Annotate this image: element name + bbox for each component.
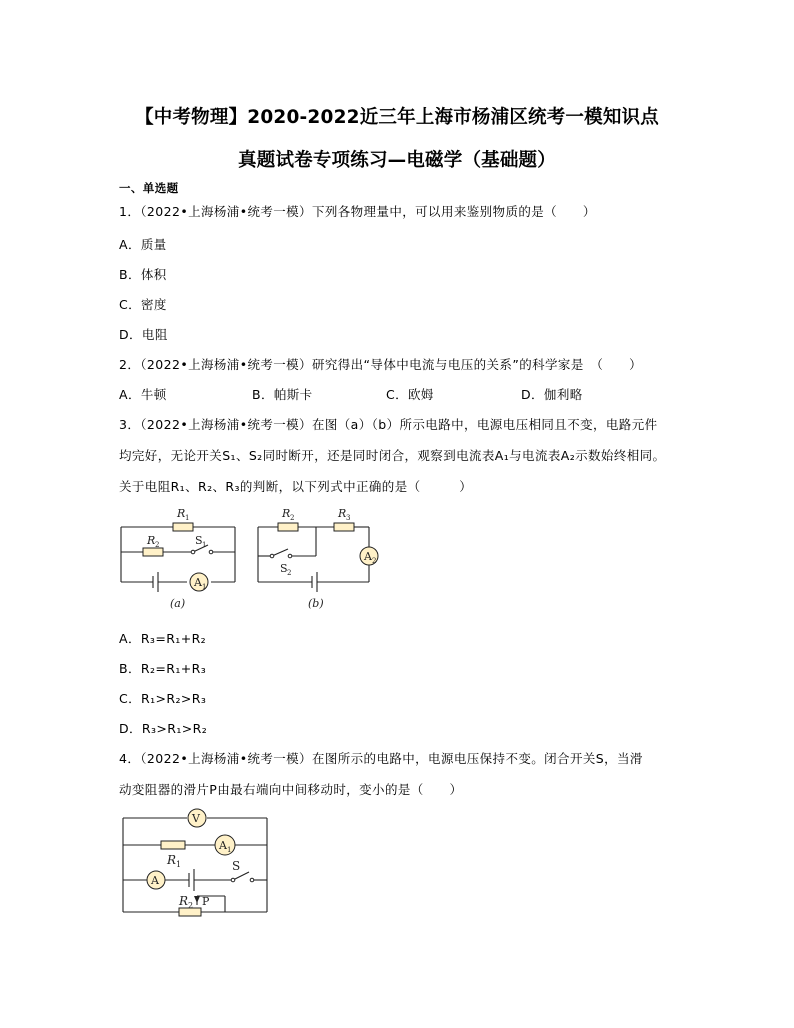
svg-text:2: 2 — [372, 557, 377, 565]
q3-stem-line2: 均完好，无论开关S₁、S₂同时断开，还是同时闭合，观察到电流表A₁与电流表A₂示数始终相同。 — [119, 448, 666, 463]
label-s: S — [232, 859, 241, 873]
q1-option-c: C．密度 — [119, 297, 167, 312]
doc-title-line2: 真题试卷专项练习—电磁学（基础题） — [238, 150, 556, 171]
q1-option-a: A．质量 — [119, 237, 167, 252]
q3-stem-line3: 关于电阻R₁、R₂、R₃的判断，以下列式中正确的是（ ） — [119, 479, 473, 494]
q4-stem-line1: 4．（2022•上海杨浦•统考一模）在图所示的电路中，电源电压保持不变。闭合开关S，当滑 — [119, 751, 643, 766]
label-r2: R — [282, 507, 291, 520]
label-a: A — [151, 874, 159, 887]
label-r2: R — [147, 534, 156, 547]
label-r1: R — [167, 853, 177, 867]
svg-text:1: 1 — [185, 514, 190, 522]
resistor-r1 — [173, 523, 193, 531]
q2-stem: 2．（2022•上海杨浦•统考一模）研究得出“导体中电流与电压的关系”的科学家是 （ ） — [119, 357, 642, 372]
circuit-diagram-a — [115, 500, 245, 615]
label-a2: A — [364, 550, 372, 563]
doc-title-line1: 【中考物理】2020-2022近三年上海市杨浦区统考一模知识点 — [135, 107, 659, 128]
q2-option-a: A．牛顿 — [119, 387, 167, 402]
q4-stem-line2: 动变阻器的滑片P由最右端向中间移动时，变小的是（ ） — [119, 782, 463, 797]
svg-text:2: 2 — [188, 901, 194, 910]
resistor-r3 — [334, 523, 354, 531]
svg-text:2: 2 — [290, 514, 295, 522]
label-a1: A — [194, 576, 202, 589]
label-v: V — [192, 812, 200, 825]
label-r1: R — [177, 507, 186, 520]
q3-option-a: A．R₃=R₁+R₂ — [119, 631, 207, 646]
svg-text:1: 1 — [202, 583, 207, 591]
circuit-diagram-q4 — [115, 808, 275, 923]
svg-text:1: 1 — [227, 846, 232, 854]
svg-text:2: 2 — [155, 541, 160, 549]
label-s2: S — [280, 562, 288, 575]
resistor-r2 — [143, 548, 163, 556]
q3-option-b: B．R₂=R₁+R₃ — [119, 661, 207, 676]
label-r3: R — [338, 507, 347, 520]
label-s1: S — [195, 534, 203, 547]
caption-b: (b) — [308, 597, 324, 610]
caption-a: (a) — [170, 597, 186, 610]
svg-text:2: 2 — [287, 569, 292, 577]
q1-option-b: B．体积 — [119, 267, 167, 282]
resistor-r1 — [161, 841, 185, 849]
q3-option-d: D．R₃>R₁>R₂ — [119, 721, 208, 736]
q2-option-c: C．欧姆 — [386, 387, 434, 402]
section-heading: 一、单选题 — [119, 181, 179, 195]
circuit-diagram-b — [252, 500, 382, 615]
q2-option-d: D．伽利略 — [521, 387, 583, 402]
svg-text:1: 1 — [202, 541, 207, 549]
label-r2: R — [179, 894, 189, 908]
svg-text:3: 3 — [346, 514, 351, 522]
q3-stem-line1: 3．（2022•上海杨浦•统考一模）在图（a）（b）所示电路中，电源电压相同且不变，电路元件 — [119, 417, 658, 432]
label-a1: A — [219, 839, 227, 852]
q1-stem: 1．（2022•上海杨浦•统考一模）下列各物理量中，可以用来鉴别物质的是（ ） — [119, 204, 596, 219]
resistor-r2 — [278, 523, 298, 531]
q3-option-c: C．R₁>R₂>R₃ — [119, 691, 207, 706]
q2-option-b: B．帕斯卡 — [252, 387, 313, 402]
q1-option-d: D．电阻 — [119, 327, 168, 342]
svg-text:1: 1 — [176, 860, 182, 869]
label-p: P — [202, 895, 210, 908]
